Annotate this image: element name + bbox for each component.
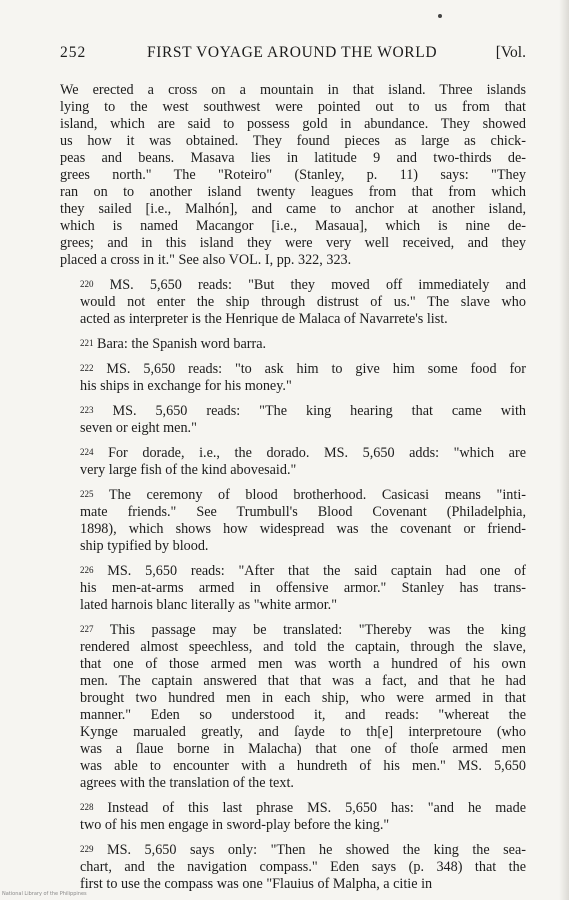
- text-line: lated harnois blanc literally as "white armor.": [80, 597, 338, 613]
- text-line: $^{226}$ MS. 5,650 reads: "After that the said captain had one of: [80, 563, 526, 579]
- text-line: very large fish of the kind abovesaid.": [80, 462, 297, 478]
- text-line: ship typified by blood.: [80, 538, 209, 554]
- footnote-number: 226: [80, 565, 94, 575]
- text-line: two of his men engage in sword-play before the king.": [80, 817, 390, 833]
- footnote-220: [60, 277, 526, 328]
- text-line: was able to encounter with a hundreth of his men." MS. 5,650: [80, 758, 526, 774]
- text-line: which is named Macangor [i.e., Masaua], which is nine de-: [60, 218, 526, 234]
- text-line: was a ſlaue borne in Malacha) that one of thoſe armed men: [80, 741, 526, 757]
- page-number: 252: [60, 44, 87, 61]
- text-line: would not enter the ship through distrust of us." The slave who: [80, 294, 526, 310]
- text-line: $^{228}$ Instead of this last phrase MS. 5,650 has: "and he made: [80, 800, 526, 816]
- ink-speck: [438, 14, 442, 18]
- text-line: grees north." The "Roteiro" (Stanley, p. 11) says: "They: [60, 167, 526, 183]
- text-line: men. The captain answered that that was a fact, and that he had: [80, 673, 526, 689]
- running-title: FIRST VOYAGE AROUND THE WORLD: [147, 44, 438, 61]
- text-line: agrees with the translation of the text.: [80, 775, 294, 791]
- footnote-number: 222: [80, 363, 94, 373]
- footnote-number: 228: [80, 802, 94, 812]
- footnote-number: 223: [80, 405, 94, 415]
- text-line: brought two hundred men in each ship, who were armed in that: [80, 690, 526, 706]
- text-line: $^{229}$ MS. 5,650 says only: "Then he showed the king the sea-: [80, 842, 526, 858]
- footnote-228: [60, 800, 526, 834]
- text-line: his ships in exchange for his money.": [80, 378, 292, 394]
- text-line: seven or eight men.": [80, 420, 197, 436]
- volume-marker: [Vol.: [495, 44, 526, 61]
- text-line: acted as interpreter is the Henrique de Malaca of Navarrete's list.: [80, 311, 448, 327]
- text-line: peas and beans. Masava lies in latitude 9 and two-thirds de-: [60, 150, 526, 166]
- text-line: ran on to another island twenty leagues from that from which: [60, 184, 526, 200]
- text-line: $^{222}$ MS. 5,650 reads: "to ask him to give him some food for: [80, 361, 526, 377]
- text-line: lying to the west southwest were pointed out to us from that: [60, 99, 526, 115]
- text-line: mate friends." See Trumbull's Blood Covenant (Philadelphia,: [80, 504, 526, 520]
- text-line: they sailed [i.e., Malhón], and came to anchor at another island,: [60, 201, 526, 217]
- text-line: $^{225}$ The ceremony of blood brotherhood. Casicasi means "inti-: [80, 487, 526, 503]
- footnote-number: 227: [80, 624, 94, 634]
- footnote-229: [60, 842, 526, 893]
- footnote-223: [60, 403, 526, 437]
- text-line: rendered almost speechless, and told the captain, through the slave,: [80, 639, 526, 655]
- text-line: $^{221}$ Bara: the Spanish word barra.: [80, 336, 267, 352]
- footnote-226: [60, 563, 526, 614]
- continued-paragraph: [60, 82, 526, 269]
- running-header: [60, 44, 526, 66]
- footnote-number: 221: [80, 338, 94, 348]
- footnote-221: [60, 336, 526, 353]
- text-line: $^{224}$ For dorade, i.e., the dorado. MS. 5,650 adds: "which are: [80, 445, 526, 461]
- text-line: 1898), which shows how widespread was the covenant or friend-: [80, 521, 526, 537]
- text-line: Kynge marualed greatly, and ſayde to th[e] interpretoure (who: [80, 724, 526, 740]
- text-line: that one of those armed men was worth a hundred of his own: [80, 656, 526, 672]
- page-edge-shadow: [559, 0, 569, 900]
- text-line: $^{227}$ This passage may be translated: "Thereby was the king: [80, 622, 526, 638]
- text-line: $^{223}$ MS. 5,650 reads: "The king hearing that came with: [80, 403, 526, 419]
- footnote-number: 220: [80, 279, 94, 289]
- text-line: island, which are said to possess gold in abundance. They showed: [60, 116, 526, 132]
- footnote-224: [60, 445, 526, 479]
- page-body: [60, 82, 526, 893]
- footnote-number: 225: [80, 489, 94, 499]
- text-line: chart, and the navigation compass." Eden says (p. 348) that the: [80, 859, 526, 875]
- text-line: first to use the compass was one "Flauius of Malpha, a citie in: [80, 876, 433, 892]
- footnote-number: 229: [80, 844, 94, 854]
- footnote-number: 224: [80, 447, 94, 457]
- text-line: $^{220}$ MS. 5,650 reads: "But they moved off immediately and: [80, 277, 526, 293]
- text-line: us how it was obtained. They found pieces as large as chick-: [60, 133, 526, 149]
- text-line: grees; and in this island they were very well received, and they: [60, 235, 526, 251]
- footnote-222: [60, 361, 526, 395]
- footnote-227: [60, 622, 526, 792]
- footnote-225: [60, 487, 526, 555]
- library-watermark: National Library of the Philippines: [2, 891, 87, 897]
- text-line: his men-at-arms armed in offensive armor." Stanley has trans-: [80, 580, 526, 596]
- text-line: manner." Eden so understood it, and reads: "whereat the: [80, 707, 526, 723]
- text-line: We erected a cross on a mountain in that island. Three islands: [60, 82, 526, 98]
- text-line: placed a cross in it." See also VOL. I, pp. 322, 323.: [60, 252, 352, 268]
